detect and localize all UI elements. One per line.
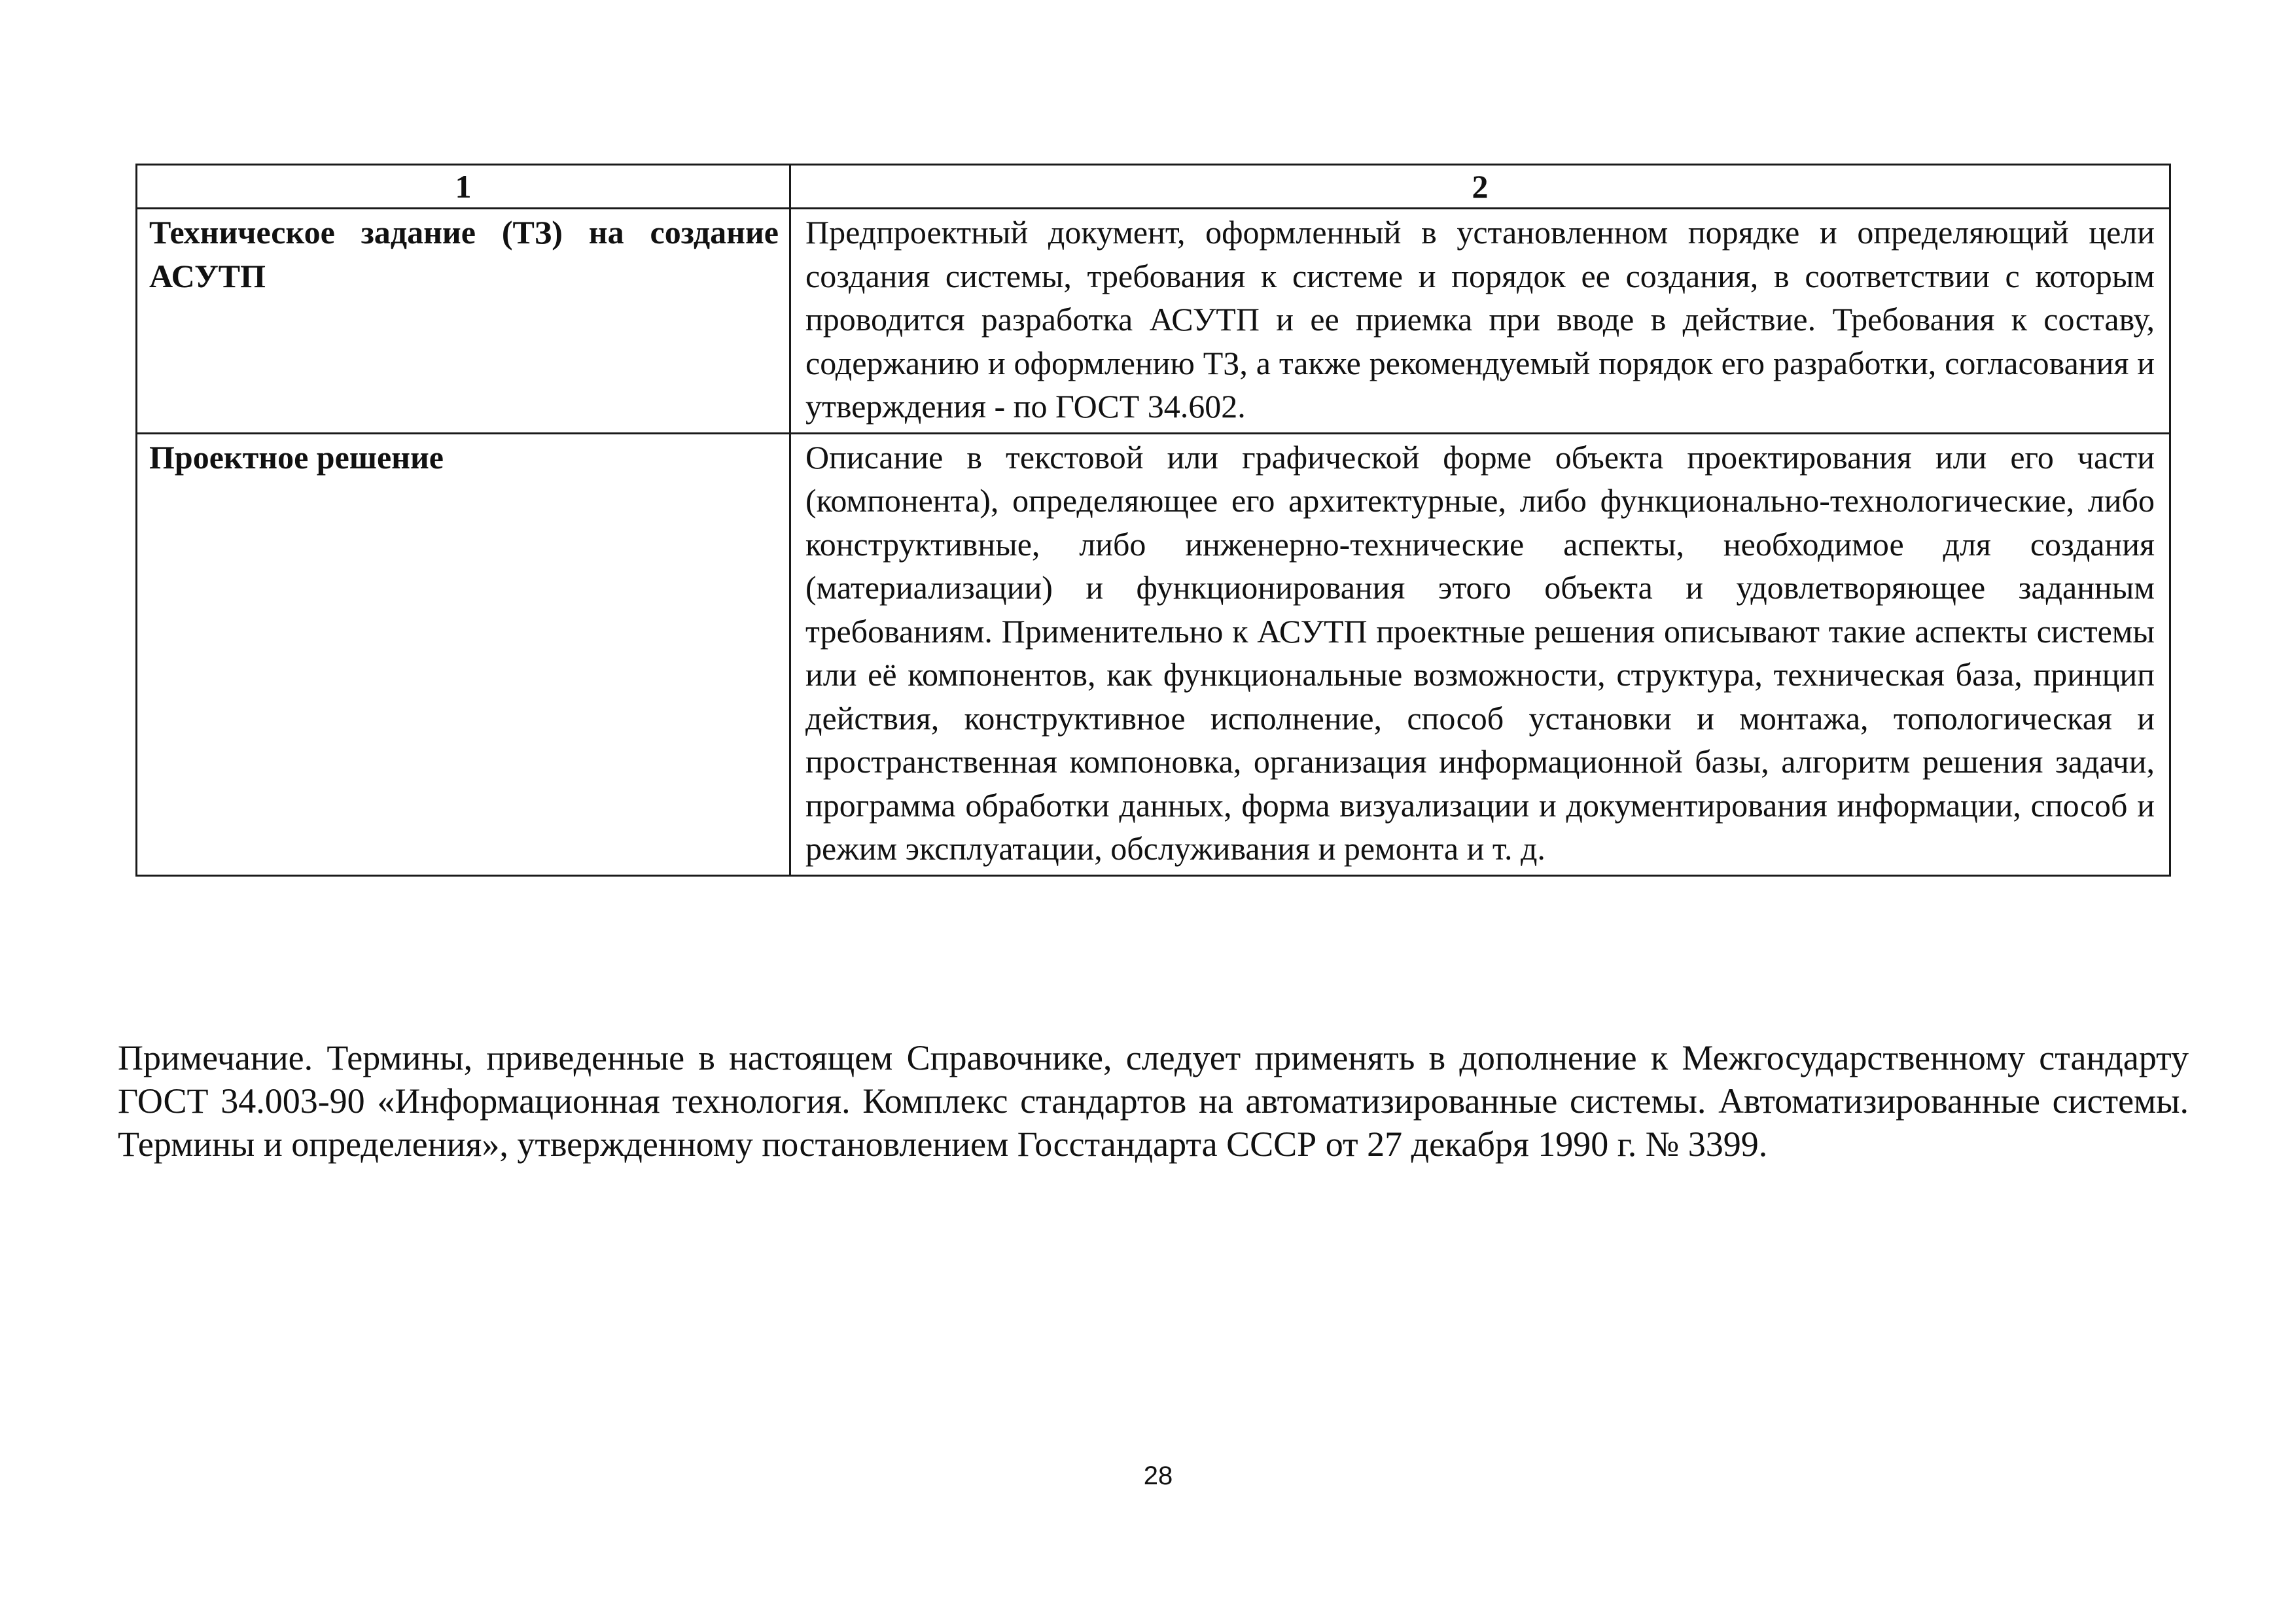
terms-table <box>135 164 2171 877</box>
page-number: 28 <box>1143 1461 1173 1490</box>
column-header-term: 1 <box>137 165 790 209</box>
definition-cell: Предпроектный документ, оформленный в установленном порядке и определяющий цели создания системы, требования к системе и порядок ее создания, в соответствии с которым проводится разработка АСУТП и ее приемка при вводе в действие. Требования к составу, содержанию и оформлению ТЗ, а также рекомендуемый порядок его разработки, согласования и утверждения - по ГОСТ 34.602. <box>790 209 2170 434</box>
column-header-definition: 2 <box>790 165 2170 209</box>
term-cell: Проектное решение <box>137 433 790 875</box>
table-row <box>137 209 2170 434</box>
definition-cell: Описание в текстовой или графической форме объекта проектирования или его части (компонента), определяющее его архитектурные, либо функционально-технологические, либо конструктивные, либо инженерно-технические аспекты, необходимое для создания (материализации) и функционирования этого объекта и удовлетворяющее заданным требованиям. Применительно к АСУТП проектные решения описывают такие аспекты системы или её компонентов, как функциональные возможности, структура, техническая база, принцип действия, конструктивное исполнение, способ установки и монтажа, топологическая и пространственная компоновка, организация информационной базы, алгоритм решения задачи, программа обработки данных, форма визуализации и документирования информации, способ и режим эксплуатации, обслуживания и ремонта и т. д. <box>790 433 2170 875</box>
table-row <box>137 433 2170 875</box>
term-cell: Техническое задание (ТЗ) на создание АСУТП <box>137 209 790 434</box>
note-paragraph: Примечание. Термины, приведенные в настоящем Справочнике, следует применять в дополнение к Межгосударственному стандарту ГОСТ 34.003-90 «Информационная технология. Комплекс стандартов на автоматизированные системы. Автоматизированные системы. Термины и определения», утвержденному постановлением Госстандарта СССР от 27 декабря 1990 г. № 3399. <box>118 1038 2189 1164</box>
table-header-row <box>137 165 2170 209</box>
